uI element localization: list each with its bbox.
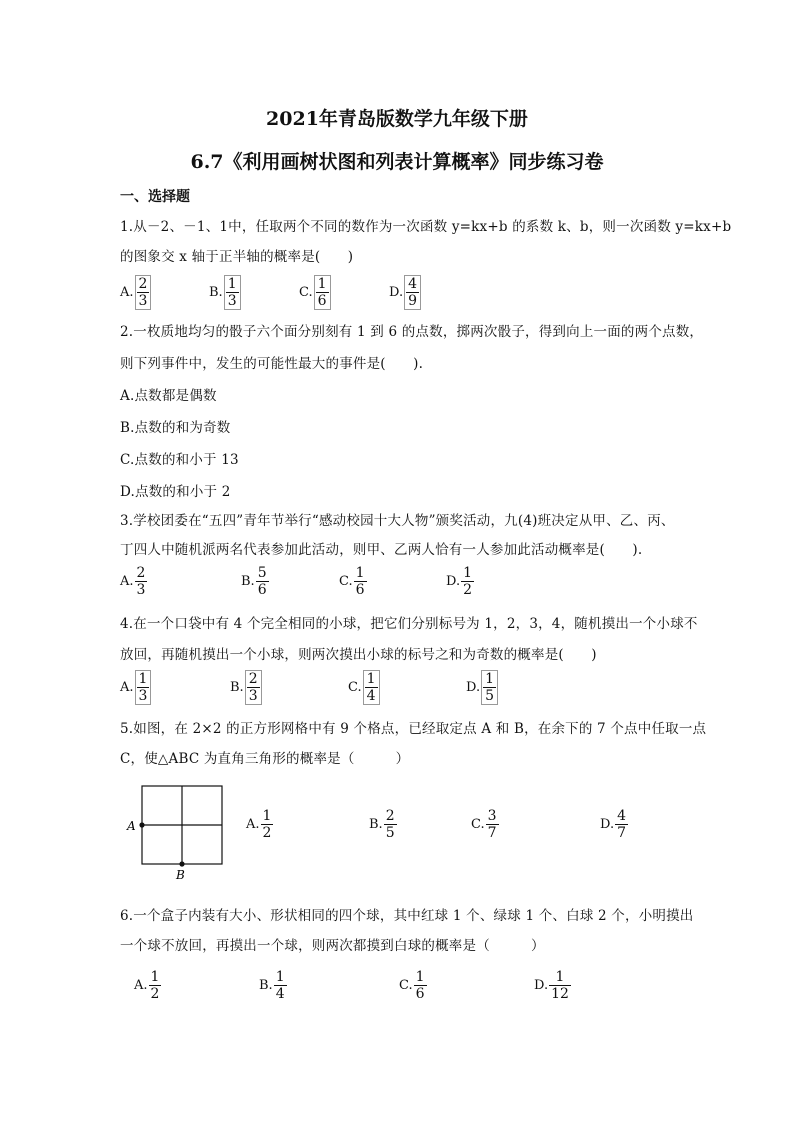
option-label: D.: [389, 285, 404, 300]
option-label: C.: [471, 817, 485, 832]
fraction: [314, 275, 331, 310]
option-c: [399, 969, 427, 1002]
numerator: 4: [408, 276, 418, 292]
numerator: 2: [248, 671, 258, 687]
option-label: D.: [466, 680, 481, 695]
option-label: B.: [230, 680, 244, 695]
option-d: [446, 565, 474, 598]
denominator: 3: [138, 688, 148, 704]
fraction: [549, 969, 571, 1002]
fraction: [261, 808, 274, 841]
numerator: 1: [355, 565, 365, 581]
numerator: 1: [227, 276, 237, 292]
option-d: [600, 808, 628, 841]
option-a: [246, 808, 273, 841]
option-label: D.: [534, 978, 549, 993]
question-1-text-cont: 的图象交 x 轴于正半轴的概率是( ): [120, 249, 354, 265]
option-b: [209, 275, 241, 310]
point-a: [139, 822, 144, 827]
question-2-text-cont: 则下列事件中，发生的可能性最大的事件是( ).: [120, 356, 424, 372]
denominator: 7: [487, 825, 497, 841]
numerator: 1: [275, 969, 285, 985]
option-label: A.: [120, 574, 134, 589]
denominator: 4: [275, 986, 285, 1002]
option-d: [466, 670, 498, 705]
option-label: B.: [209, 285, 223, 300]
denominator: 7: [617, 825, 627, 841]
option-a: [120, 275, 151, 310]
option-label: A.: [120, 680, 134, 695]
numerator: 1: [262, 808, 272, 824]
option-label: B.: [369, 817, 383, 832]
denominator: 2: [262, 825, 272, 841]
option-label: D.: [600, 817, 615, 832]
fraction: [245, 670, 262, 705]
denominator: 6: [257, 582, 267, 598]
question-6-text-cont: 一个球不放回，再摸出一个球，则两次都摸到白球的概率是（ ）: [120, 938, 545, 954]
option-label: D.: [446, 574, 461, 589]
denominator: 5: [385, 825, 395, 841]
option-label: A.: [120, 285, 134, 300]
fraction: [256, 565, 269, 598]
fraction: [363, 670, 380, 705]
question-2-option-d: D.点数的和小于 2: [120, 484, 231, 500]
fraction: [615, 808, 628, 841]
fraction: [274, 969, 287, 1002]
fraction: [149, 969, 162, 1002]
denominator: 4: [366, 688, 376, 704]
option-label: C.: [299, 285, 313, 300]
fraction: [461, 565, 474, 598]
option-label: C.: [399, 978, 413, 993]
point-a-label: A: [127, 819, 136, 833]
page-title: 2021年青岛版数学九年级下册: [266, 108, 528, 130]
numerator: 1: [463, 565, 473, 581]
option-c: [348, 670, 380, 705]
point-b: [179, 861, 184, 866]
numerator: 1: [555, 969, 565, 985]
question-6-text: 6.一个盒子内装有大小、形状相同的四个球，其中红球 1 个、绿球 1 个、白球 2 个，小明摸出: [120, 908, 694, 924]
numerator: 2: [138, 276, 148, 292]
option-b: [259, 969, 287, 1002]
option-label: A.: [134, 978, 148, 993]
option-c: [339, 565, 367, 598]
numerator: 1: [138, 671, 148, 687]
question-4-text-cont: 放回，再随机摸出一个小球，则两次摸出小球的标号之和为奇数的概率是( ): [120, 647, 597, 663]
option-d: [534, 969, 571, 1002]
option-c: [299, 275, 331, 310]
option-label: B.: [259, 978, 273, 993]
denominator: 9: [408, 293, 418, 309]
option-a: [120, 565, 147, 598]
numerator: 3: [487, 808, 497, 824]
option-d: [389, 275, 421, 310]
section-heading: 一、选择题: [120, 189, 190, 205]
denominator: 3: [227, 293, 237, 309]
denominator: 2: [463, 582, 473, 598]
denominator: 6: [355, 582, 365, 598]
option-label: B.: [241, 574, 255, 589]
fraction: [384, 808, 397, 841]
fraction: [414, 969, 427, 1002]
question-5-text: 5.如图，在 2×2 的正方形网格中有 9 个格点，已经取定点 A 和 B，在余下的 7 个点中任取一点: [120, 721, 707, 737]
denominator: 5: [485, 688, 495, 704]
denominator: 6: [415, 986, 425, 1002]
numerator: 4: [617, 808, 627, 824]
option-c: [471, 808, 499, 841]
option-b: [241, 565, 269, 598]
fraction: [354, 565, 367, 598]
numerator: 1: [317, 276, 327, 292]
numerator: 1: [366, 671, 376, 687]
question-3-text-cont: 丁四人中随机派两名代表参加此活动，则甲、乙两人恰有一人参加此活动概率是( ).: [120, 542, 643, 558]
denominator: 12: [551, 986, 569, 1002]
fraction: [135, 565, 148, 598]
question-4-text: 4.在一个口袋中有 4 个完全相同的小球，把它们分别标号为 1，2，3，4，随机摸出一个小球不: [120, 616, 698, 632]
denominator: 6: [317, 293, 327, 309]
denominator: 2: [150, 986, 160, 1002]
question-1-text: 1.从－2、－1、1中，任取两个不同的数作为一次函数 y=kx+b 的系数 k、b，则一次函数 y=kx+b: [120, 219, 732, 235]
option-label: C.: [339, 574, 353, 589]
fraction: [404, 275, 421, 310]
question-2-option-c: C.点数的和小于 13: [120, 452, 239, 468]
numerator: 1: [485, 671, 495, 687]
fraction: [224, 275, 241, 310]
numerator: 1: [150, 969, 160, 985]
denominator: 3: [138, 293, 148, 309]
question-2-option-b: B.点数的和为奇数: [120, 420, 231, 436]
fraction: [135, 275, 152, 310]
question-5-text-cont: C，使△ABC 为直角三角形的概率是（ ）: [120, 751, 410, 767]
question-3-text: 3.学校团委在“五四”青年节举行“感动校园十大人物”颁奖活动，九(4)班决定从甲、乙、丙、: [120, 513, 675, 529]
numerator: 5: [257, 565, 267, 581]
page-subtitle: 6.7《利用画树状图和列表计算概率》同步练习卷: [190, 151, 604, 173]
option-a: [120, 670, 151, 705]
fraction: [486, 808, 499, 841]
grid-figure: [124, 780, 234, 882]
numerator: 1: [415, 969, 425, 985]
option-b: [369, 808, 397, 841]
numerator: 2: [136, 565, 146, 581]
fraction: [481, 670, 498, 705]
question-2-text: 2.一枚质地均匀的骰子六个面分别刻有 1 到 6 的点数，掷两次骰子，得到向上一面的两个点数，: [120, 324, 704, 340]
point-b-label: B: [176, 868, 185, 882]
option-label: C.: [348, 680, 362, 695]
option-label: A.: [246, 817, 260, 832]
denominator: 3: [136, 582, 146, 598]
fraction: [135, 670, 152, 705]
denominator: 3: [248, 688, 258, 704]
option-a: [134, 969, 161, 1002]
numerator: 2: [385, 808, 395, 824]
question-2-option-a: A.点数都是偶数: [120, 388, 217, 404]
option-b: [230, 670, 262, 705]
